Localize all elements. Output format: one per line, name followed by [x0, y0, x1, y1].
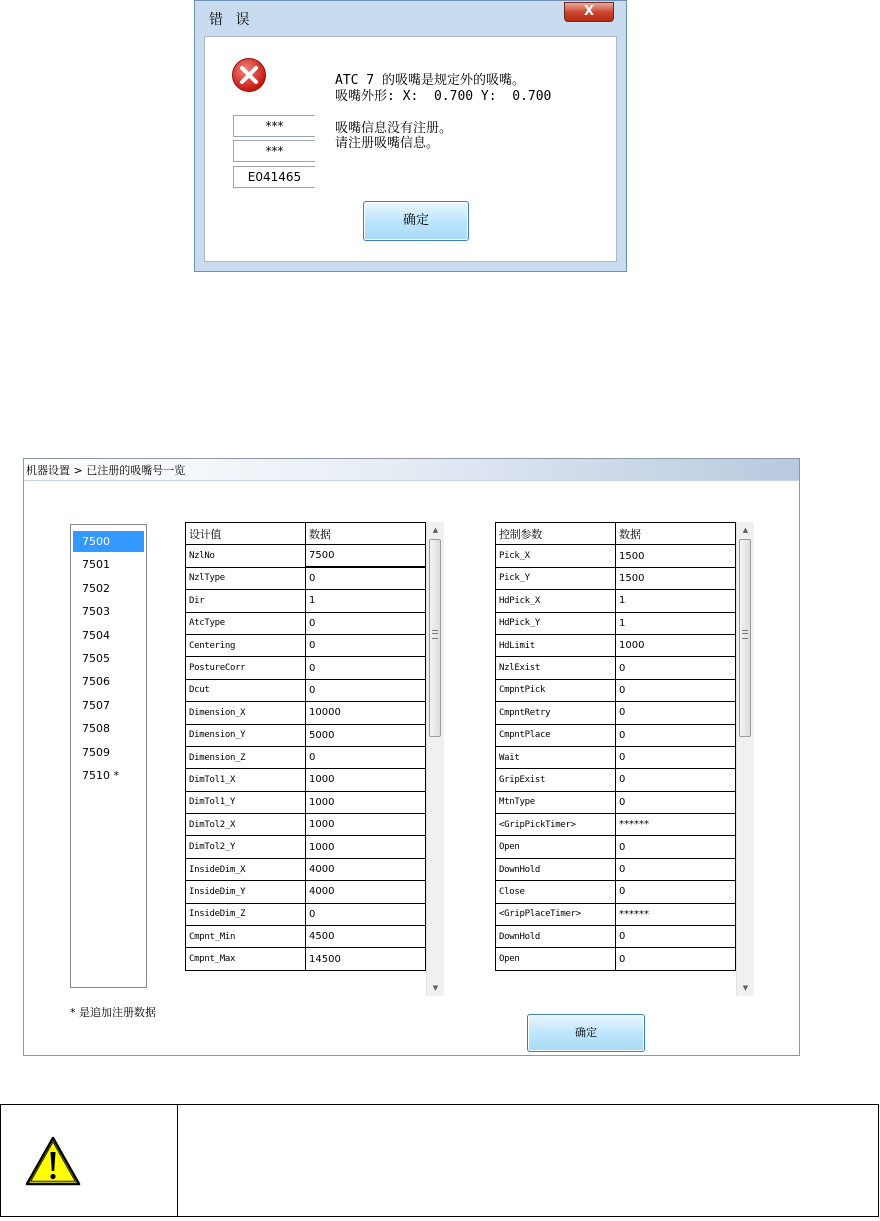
column-header: 数据 — [306, 523, 426, 545]
design-value-table — [185, 522, 426, 971]
parameter-name-cell: HdPick_Y — [496, 612, 616, 634]
window-title: 机器设置 > 已注册的吸嘴号一览 — [26, 464, 186, 477]
parameter-value-cell[interactable]: 1500 — [616, 545, 736, 567]
table-row[interactable] — [496, 836, 736, 858]
parameter-name-cell: Dimension_X — [186, 702, 306, 724]
vertical-scrollbar[interactable] — [426, 522, 444, 996]
parameter-value-cell[interactable]: 1000 — [616, 634, 736, 656]
parameter-value-cell[interactable]: 14500 — [306, 948, 426, 970]
design-value-grid — [185, 522, 453, 996]
table-row[interactable] — [496, 881, 736, 903]
control-parameter-grid — [495, 522, 763, 996]
table-row[interactable] — [496, 545, 736, 567]
scroll-thumb[interactable] — [429, 539, 441, 737]
parameter-name-cell: DownHold — [496, 926, 616, 948]
parameter-value-cell[interactable]: 0 — [616, 836, 736, 858]
additional-registration-note: * 是追加注册数据 — [70, 1006, 156, 1019]
table-row[interactable] — [496, 746, 736, 768]
parameter-name-cell: CmpntPick — [496, 679, 616, 701]
table-row[interactable] — [496, 903, 736, 925]
table-row[interactable] — [186, 634, 426, 656]
parameter-value-cell[interactable]: 0 — [616, 769, 736, 791]
nozzle-list-item[interactable]: 7509 — [82, 745, 110, 759]
table-row[interactable] — [186, 590, 426, 612]
parameter-value-cell[interactable]: 4000 — [306, 881, 426, 903]
parameter-name-cell: Cmpnt_Min — [186, 926, 306, 948]
ok-button[interactable]: 确定 — [527, 1014, 645, 1052]
parameter-value-cell[interactable]: 1000 — [306, 791, 426, 813]
table-row[interactable] — [496, 948, 736, 970]
parameter-name-cell: Dimension_Z — [186, 746, 306, 768]
table-row[interactable] — [496, 657, 736, 679]
parameter-value-cell[interactable]: 0 — [616, 858, 736, 880]
table-row[interactable] — [496, 769, 736, 791]
table-row[interactable] — [186, 657, 426, 679]
parameter-value-cell[interactable]: 5000 — [306, 724, 426, 746]
nozzle-list[interactable] — [70, 524, 147, 988]
parameter-value-cell[interactable]: 0 — [306, 567, 426, 589]
table-row[interactable] — [186, 948, 426, 970]
table-row[interactable] — [496, 634, 736, 656]
parameter-value-cell[interactable]: 0 — [306, 746, 426, 768]
error-message-line: 吸嘴外形: X: 0.700 Y: 0.700 — [335, 89, 552, 104]
parameter-value-cell[interactable]: 1000 — [306, 814, 426, 836]
caution-box — [0, 1104, 879, 1217]
parameter-name-cell: CmpntRetry — [496, 702, 616, 724]
parameter-name-cell: DownHold — [496, 858, 616, 880]
column-header: 控制参数 — [496, 523, 616, 545]
error-message-line: ATC 7 的吸嘴是规定外的吸嘴。 — [335, 73, 525, 88]
table-row[interactable] — [186, 567, 426, 589]
nozzle-list-item[interactable]: 7506 — [82, 675, 110, 689]
parameter-name-cell: Dcut — [186, 679, 306, 701]
parameter-value-cell[interactable]: 0 — [616, 724, 736, 746]
control-parameter-table — [495, 522, 736, 971]
nozzle-list-item[interactable]: 7507 — [82, 698, 110, 712]
parameter-name-cell: HdPick_X — [496, 590, 616, 612]
parameter-name-cell: PostureCorr — [186, 657, 306, 679]
grip-icon — [742, 630, 748, 639]
table-row[interactable] — [186, 746, 426, 768]
parameter-name-cell: CmpntPlace — [496, 724, 616, 746]
error-dialog-titlebar[interactable] — [195, 1, 626, 35]
parameter-name-cell: NzlExist — [496, 657, 616, 679]
table-row[interactable] — [496, 814, 736, 836]
table-row[interactable] — [186, 926, 426, 948]
parameter-name-cell: GripExist — [496, 769, 616, 791]
parameter-name-cell: AtcType — [186, 612, 306, 634]
parameter-value-cell[interactable]: 0 — [616, 948, 736, 970]
parameter-value-cell[interactable]: 0 — [616, 926, 736, 948]
table-row[interactable] — [186, 814, 426, 836]
nozzle-list-item[interactable]: 7508 — [82, 722, 110, 736]
parameter-value-cell[interactable]: 10000 — [306, 702, 426, 724]
ok-button[interactable]: 确定 — [363, 201, 469, 241]
table-row[interactable] — [496, 791, 736, 813]
parameter-name-cell: Centering — [186, 634, 306, 656]
parameter-name-cell: Cmpnt_Max — [186, 948, 306, 970]
parameter-value-cell[interactable]: 1000 — [306, 769, 426, 791]
grip-icon — [432, 630, 438, 639]
table-row[interactable] — [186, 903, 426, 925]
nozzle-list-item[interactable]: 7505 — [82, 652, 110, 665]
nozzle-list-item[interactable]: 7502 — [82, 581, 110, 595]
table-row[interactable] — [186, 858, 426, 880]
warning-icon — [24, 1135, 82, 1187]
parameter-name-cell: DimTol2_Y — [186, 836, 306, 858]
parameter-name-cell: <GripPlaceTimer> — [496, 903, 616, 925]
parameter-value-cell[interactable]: 1000 — [306, 836, 426, 858]
table-row[interactable] — [496, 858, 736, 880]
column-header: 数据 — [616, 523, 736, 545]
parameter-name-cell: Close — [496, 881, 616, 903]
table-row[interactable] — [496, 702, 736, 724]
error-dialog-title: 错 误 — [209, 12, 254, 28]
parameter-name-cell: DimTol1_Y — [186, 791, 306, 813]
error-message-line: 请注册吸嘴信息。 — [335, 136, 440, 151]
table-row[interactable] — [186, 679, 426, 701]
parameter-name-cell: MtnType — [496, 791, 616, 813]
parameter-value-cell[interactable]: 4500 — [306, 926, 426, 948]
parameter-value-cell[interactable]: 0 — [306, 634, 426, 656]
table-row[interactable] — [186, 545, 426, 567]
parameter-name-cell: NzlNo — [186, 545, 306, 567]
table-row[interactable] — [186, 769, 426, 791]
parameter-value-cell[interactable]: 0 — [616, 881, 736, 903]
parameter-value-cell[interactable]: 7500 — [306, 545, 426, 567]
parameter-value-cell[interactable]: 1 — [616, 590, 736, 612]
error-code-box: *** — [233, 115, 315, 137]
parameter-name-cell: HdLimit — [496, 634, 616, 656]
table-header-row — [496, 523, 736, 545]
caution-divider — [177, 1105, 178, 1216]
parameter-value-cell[interactable]: ****** — [616, 903, 736, 925]
parameter-value-cell[interactable]: 0 — [616, 679, 736, 701]
error-code-box: E041465 — [233, 166, 315, 188]
nozzle-list-item[interactable]: 7504 — [82, 628, 110, 642]
table-row[interactable] — [186, 612, 426, 634]
table-row[interactable] — [186, 881, 426, 903]
parameter-value-cell[interactable]: 0 — [616, 791, 736, 813]
error-message-line: 吸嘴信息没有注册。 — [335, 121, 453, 136]
parameter-value-cell[interactable]: 4000 — [306, 858, 426, 880]
parameter-name-cell: Pick_X — [496, 545, 616, 567]
error-x-icon — [231, 57, 267, 93]
table-row[interactable] — [496, 926, 736, 948]
parameter-value-cell[interactable]: ****** — [616, 814, 736, 836]
scroll-thumb[interactable] — [739, 539, 751, 737]
error-dialog-body — [204, 36, 617, 262]
table-row[interactable] — [496, 612, 736, 634]
parameter-value-cell[interactable]: 1500 — [616, 567, 736, 589]
parameter-value-cell[interactable]: 0 — [306, 903, 426, 925]
nozzle-list-item[interactable]: 7510 * — [82, 769, 119, 782]
table-row[interactable] — [496, 724, 736, 746]
parameter-value-cell[interactable]: 0 — [306, 612, 426, 634]
nozzle-list-item[interactable]: 7503 — [82, 605, 110, 619]
parameter-name-cell: InsideDim_X — [186, 858, 306, 880]
table-row[interactable] — [496, 590, 736, 612]
parameter-name-cell: InsideDim_Y — [186, 881, 306, 903]
vertical-scrollbar[interactable] — [736, 522, 754, 996]
parameter-name-cell: Pick_Y — [496, 567, 616, 589]
scroll-up-icon[interactable]: ▲ — [432, 526, 439, 534]
table-header-row — [186, 523, 426, 545]
scroll-down-icon[interactable]: ▼ — [432, 984, 439, 992]
table-row[interactable] — [496, 679, 736, 701]
parameter-name-cell: Open — [496, 836, 616, 858]
column-header: 设计值 — [186, 523, 306, 545]
nozzle-list-window — [23, 458, 800, 1056]
parameter-value-cell[interactable]: 1 — [306, 590, 426, 612]
table-row[interactable] — [186, 724, 426, 746]
parameter-name-cell: Open — [496, 948, 616, 970]
nozzle-list-item[interactable]: 7501 — [82, 558, 110, 572]
parameter-name-cell: DimTol1_X — [186, 769, 306, 791]
parameter-value-cell[interactable]: 1 — [616, 612, 736, 634]
parameter-name-cell: Wait — [496, 746, 616, 768]
window-titlebar[interactable] — [24, 459, 799, 481]
parameter-name-cell: Dimension_Y — [186, 724, 306, 746]
parameter-name-cell: Dir — [186, 590, 306, 612]
scroll-up-icon[interactable]: ▲ — [742, 526, 749, 534]
parameter-value-cell[interactable]: 0 — [616, 657, 736, 679]
parameter-value-cell[interactable]: 0 — [616, 746, 736, 768]
scroll-down-icon[interactable]: ▼ — [742, 984, 749, 992]
parameter-name-cell: <GripPickTimer> — [496, 814, 616, 836]
parameter-name-cell: DimTol2_X — [186, 814, 306, 836]
parameter-name-cell: NzlType — [186, 567, 306, 589]
table-row[interactable] — [496, 567, 736, 589]
parameter-value-cell[interactable]: 0 — [306, 679, 426, 701]
parameter-name-cell: InsideDim_Z — [186, 903, 306, 925]
parameter-value-cell[interactable]: 0 — [306, 657, 426, 679]
table-row[interactable] — [186, 836, 426, 858]
error-dialog — [194, 0, 627, 272]
error-code-box: *** — [233, 140, 315, 162]
table-row[interactable] — [186, 791, 426, 813]
close-button[interactable]: X — [564, 2, 614, 22]
table-row[interactable] — [186, 702, 426, 724]
parameter-value-cell[interactable]: 0 — [616, 702, 736, 724]
nozzle-list-item[interactable]: 7500 — [73, 531, 144, 552]
